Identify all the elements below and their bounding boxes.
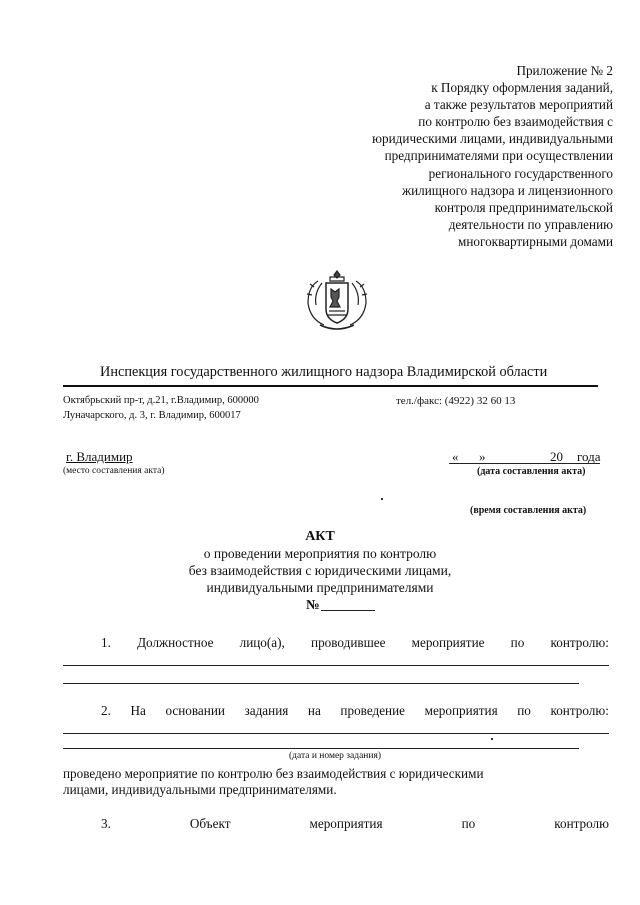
address-line-2: Луначарского, д. 3, г. Владимир, 600017 — [63, 410, 241, 421]
item-2-word: На — [130, 703, 146, 718]
item-3-word: контролю — [554, 816, 609, 831]
appendix-line: предпринимателями при осуществлении — [384, 148, 613, 164]
appendix-line: многоквартирными домами — [458, 233, 613, 249]
date-caption: (дата составления акта) — [477, 466, 586, 477]
time-caption: (время составления акта) — [470, 505, 587, 516]
scan-dot — [491, 738, 493, 740]
conducted-line-1: проведено мероприятие по контролю без взаимодействия с юридическими — [63, 766, 484, 781]
address-line-1: Октябрьский пр-т, д.21, г.Владимир, 600000 — [63, 395, 259, 406]
item-2-word: 2. — [101, 703, 111, 718]
place-value: г. Владимир — [66, 449, 133, 464]
appendix-line: жилищного надзора и лицензионного — [401, 182, 613, 198]
item-2-word: по — [517, 703, 531, 718]
act-subtitle-3: индивидуальными предпринимателями — [206, 580, 434, 595]
appendix-note — [372, 62, 613, 250]
item-1-word: по — [510, 635, 525, 650]
item-1-word: лицо(а), — [239, 635, 285, 650]
date-year-prefix: 20 — [550, 449, 563, 464]
appendix-line: а также результатов мероприятий — [424, 97, 613, 113]
appendix-line: деятельности по управлению — [448, 216, 613, 232]
conducted-line-2: лицами, индивидуальными предпринимателями. — [63, 782, 337, 797]
appendix-line: к Порядку оформления заданий, — [431, 80, 613, 96]
item-1-fill-line — [63, 683, 579, 684]
act-subtitle-2: без взаимодействия с юридическими лицами, — [188, 563, 452, 578]
organization-name: Инспекция государственного жилищного надзора Владимирской области — [100, 364, 548, 380]
item-1-word: 1. — [101, 635, 111, 650]
appendix-line: Приложение № 2 — [516, 63, 613, 78]
item-2-word: контролю: — [550, 703, 609, 718]
act-number-field — [321, 610, 375, 611]
item-2-word: мероприятия — [424, 703, 498, 718]
item-3-text — [101, 816, 609, 832]
item-2-fill-line — [63, 733, 609, 734]
act-title: АКТ — [305, 529, 335, 544]
act-subtitle-1: о проведении мероприятия по контролю — [203, 546, 437, 561]
appendix-line: по контролю без взаимодействия с — [418, 114, 613, 130]
item-1-word: контролю: — [550, 635, 609, 650]
coat-of-arms-icon — [298, 267, 376, 333]
date-underline — [449, 463, 600, 464]
date-year-suffix: года — [577, 449, 601, 464]
date-quote-open: « — [452, 449, 459, 464]
phone-fax: тел./факс: (4922) 32 60 13 — [396, 395, 516, 407]
place-caption: (место составления акта) — [63, 466, 165, 476]
item-3-word: по — [461, 816, 476, 831]
item-1-fill-line — [63, 665, 609, 666]
date-quote-close: » — [479, 449, 486, 464]
appendix-line: контроля предпринимательской — [434, 199, 613, 215]
item-1-word: Должностное — [137, 635, 214, 650]
item-3-word: 3. — [101, 816, 111, 831]
item-2-word: на — [307, 703, 321, 718]
item-2-word: основании — [165, 703, 225, 718]
appendix-line: юридическими лицами, индивидуальными — [372, 131, 613, 147]
item-3-word: Объект — [189, 816, 231, 831]
item-2-word: задания — [244, 703, 289, 718]
header-divider — [63, 385, 598, 387]
item-1-text — [101, 635, 609, 651]
item-2-fill-line — [63, 748, 579, 749]
item-1-word: мероприятие — [411, 635, 485, 650]
scan-dot — [381, 498, 383, 500]
item-3-word: мероприятия — [309, 816, 383, 831]
item-2-word: проведение — [340, 703, 406, 718]
item-2-text — [101, 703, 609, 719]
item-2-caption: (дата и номер задания) — [289, 751, 382, 761]
act-number-label: № — [306, 597, 320, 612]
appendix-line: регионального государственного — [428, 165, 613, 181]
item-1-word: проводившее — [311, 635, 386, 650]
